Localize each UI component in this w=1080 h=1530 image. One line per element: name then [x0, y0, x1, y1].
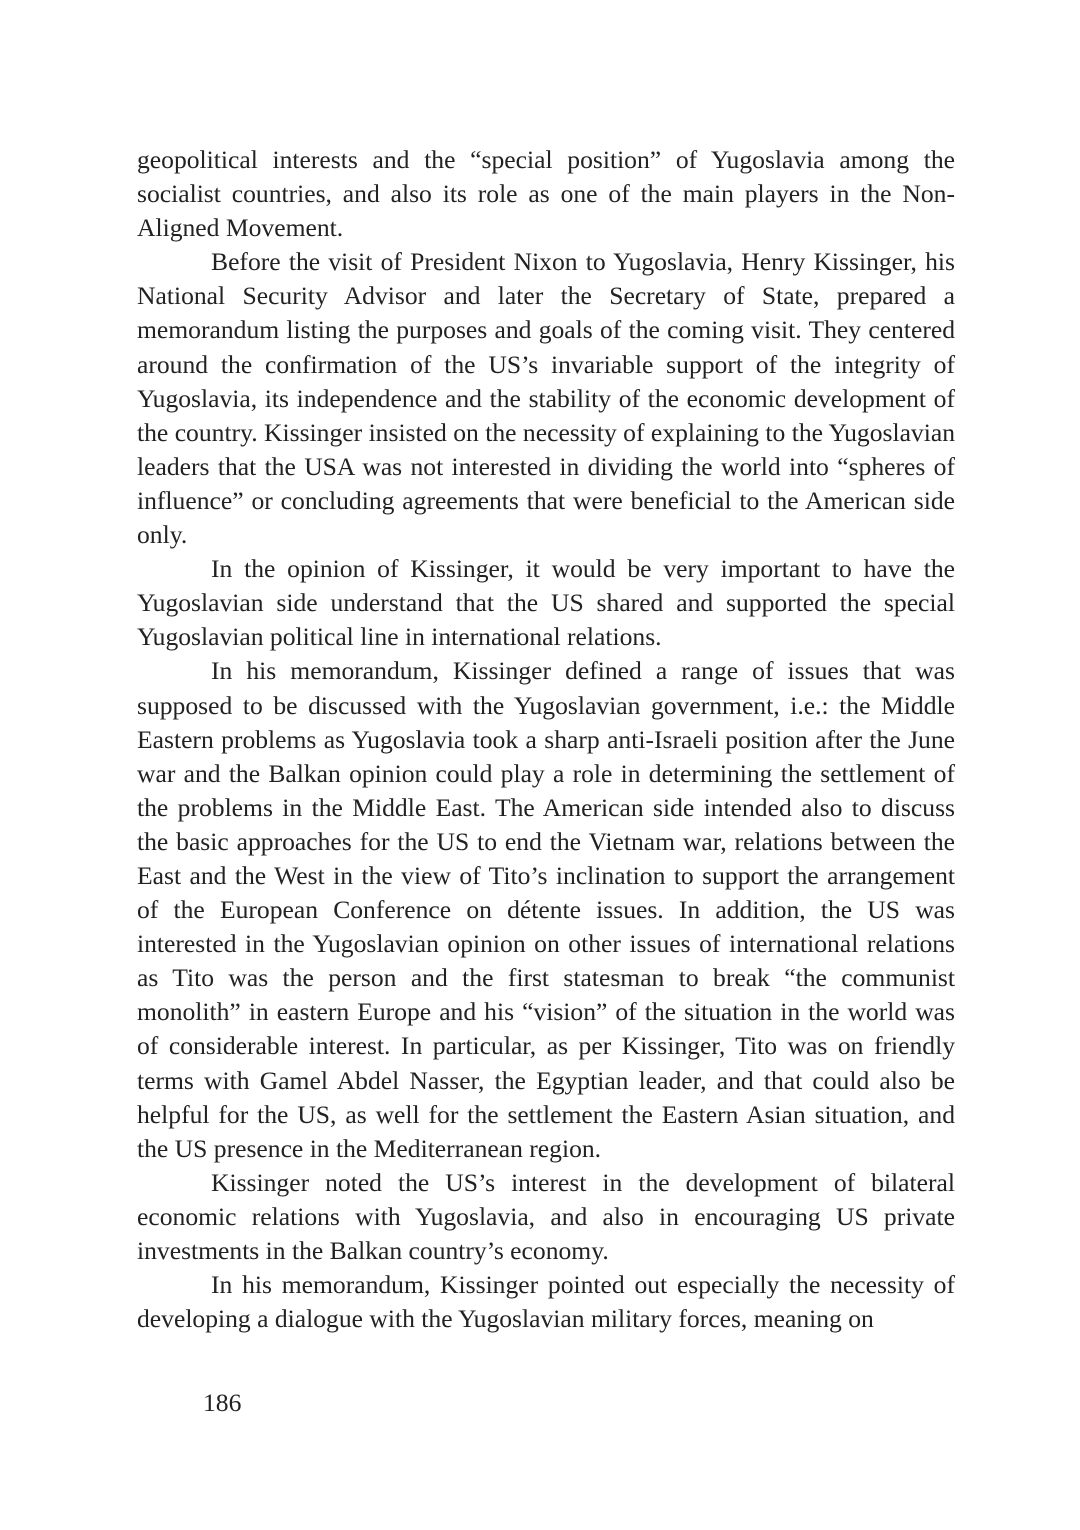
paragraph-continuation: geopolitical interests and the “special position” of Yugoslavia among the socialist countries, and also its role as one of the main players in the Non-Aligned Movement. [137, 145, 955, 243]
page-body [137, 143, 955, 1336]
page-number: 186 [203, 1388, 242, 1417]
paragraph-military-dialogue: In his memorandum, Kissinger pointed out especially the necessity of developing a dialogue with the Yugoslavian military forces, meaning on [137, 1270, 955, 1334]
paragraph-kissinger-memorandum: Before the visit of President Nixon to Yugoslavia, Henry Kissinger, his National Security Advisor and later the Secretary of State, prepared a memorandum listing the purposes and goals of the coming visit. They centered around the confirmation of the US’s invariable support of the integrity of Yugoslavia, its independence and the stability of the economic development of the country. Kissinger insisted on the necessity of explaining to the Yugoslavian leaders that the USA was not interested in dividing the world into “spheres of influence” or concluding agreements that were beneficial to the American side only. [137, 247, 955, 550]
paragraph-issues-range: In his memorandum, Kissinger defined a range of issues that was supposed to be discussed with the Yugoslavian government, i.e.: the Middle Eastern problems as Yugoslavia took a sharp anti-Israeli position after the June war and the Balkan opinion could play a role in determining the settlement of the problems in the Middle East. The American side intended also to discuss the basic approaches for the US to end the Vietnam war, relations between the East and the West in the view of Tito’s inclination to support the arrangement of the European Conference on détente issues. In addition, the US was interested in the Yugoslavian opinion on other issues of international relations as Tito was the person and the first statesman to break “the communist monolith” in eastern Europe and his “vision” of the situation in the world was of considerable interest. In particular, as per Kissinger, Tito was on friendly terms with Gamel Abdel Nasser, the Egyptian leader, and that could also be helpful for the US, as well for the settlement the Eastern Asian situation, and the US presence in the Mediterranean region. [137, 656, 955, 1163]
paragraph-kissinger-opinion: In the opinion of Kissinger, it would be very important to have the Yugoslavian side understand that the US shared and supported the special Yugoslavian political line in international relations. [137, 554, 955, 652]
paragraph-economic-relations: Kissinger noted the US’s interest in the development of bilateral economic relations with Yugoslavia, and also in encouraging US private investments in the Balkan country’s economy. [137, 1167, 955, 1265]
